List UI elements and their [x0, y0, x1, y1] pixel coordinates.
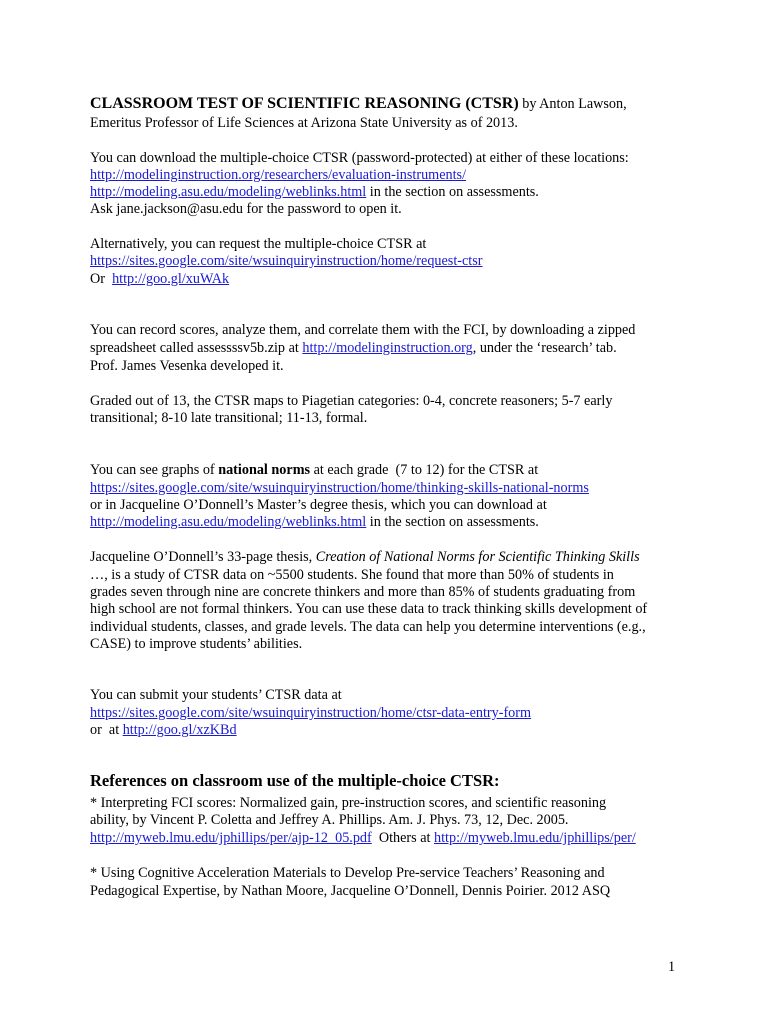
thesis-title: Creation of National Norms for Scientific Thinking Skills: [315, 549, 640, 565]
national-norms-emphasis: national norms: [218, 462, 311, 478]
reference-2-line-2: Pedagogical Expertise, by Nathan Moore, Jacqueline O’Donnell, Dennis Poirier. 2012 ASQ: [90, 883, 611, 899]
record-line-2-after: , under the ‘research’ tab.: [472, 340, 617, 356]
download-intro: You can download the multiple-choice CTSR (password-protected) at either of these locations:: [90, 150, 629, 166]
graded-line-1: Graded out of 13, the CTSR maps to Piagetian categories: 0-4, concrete reasoners; 5-7 early: [90, 393, 613, 409]
reference-1-links: [90, 829, 636, 847]
norms-line-1: [90, 461, 538, 479]
thesis-line-6: CASE) to improve students’ abilities.: [90, 636, 303, 652]
page-number: 1: [668, 959, 676, 975]
submit-short-link-line: [90, 721, 237, 739]
reference-1-others-label: Others at: [371, 830, 435, 846]
title-author: by Anton Lawson,: [518, 96, 627, 112]
submit-line-1: You can submit your students’ CTSR data at: [90, 687, 342, 703]
reference-2-line-1: * Using Cognitive Acceleration Materials to Develop Pre-service Teachers’ Reasoning and: [90, 865, 605, 881]
norms-link-line: [90, 479, 589, 497]
norms-weblinks-line: [90, 513, 539, 531]
record-line-2-before: spreadsheet called assessssv5b.zip at: [90, 340, 303, 356]
thesis-line-4: high school are not formal thinkers. You can use these data to track thinking skills development of: [90, 601, 648, 617]
graded-line-2: transitional; 8-10 late transitional; 11-13, formal.: [90, 410, 368, 426]
request-intro: Alternatively, you can request the multiple-choice CTSR at: [90, 236, 427, 252]
goo-gl-xuwak-link[interactable]: http://goo.gl/xuWAk: [112, 271, 230, 287]
record-line-3: Prof. James Vesenka developed it.: [90, 358, 284, 374]
title-bold: CLASSROOM TEST OF SCIENTIFIC REASONING (CTSR): [90, 95, 519, 112]
password-note: Ask jane.jackson@asu.edu for the password to open it.: [90, 201, 402, 217]
references-heading: References on classroom use of the multiple-choice CTSR:: [90, 771, 500, 790]
ctsr-data-entry-form-link[interactable]: https://sites.google.com/site/wsuinquiryinstruction/home/ctsr-data-entry-form: [90, 705, 532, 721]
record-line-2: [90, 339, 617, 357]
request-or-label: Or: [90, 271, 113, 287]
document-title: [90, 95, 627, 113]
evaluation-instruments-link[interactable]: http://modelinginstruction.org/researchers/evaluation-instruments/: [90, 167, 467, 183]
request-ctsr-link[interactable]: https://sites.google.com/site/wsuinquiryinstruction/home/request-ctsr: [90, 253, 483, 269]
national-norms-link[interactable]: https://sites.google.com/site/wsuinquiryinstruction/home/thinking-skills-national-norms: [90, 480, 589, 496]
thesis-line-3: grades seven through nine are concrete thinkers and more than 85% of students graduating from: [90, 584, 636, 600]
title-affiliation: Emeritus Professor of Life Sciences at Arizona State University as of 2013.: [90, 115, 518, 131]
goo-gl-xzkbd-link[interactable]: http://goo.gl/xzKBd: [122, 722, 237, 738]
download-link-modelinginstruction: [90, 166, 466, 184]
request-short-link-line: [90, 270, 229, 288]
modelinginstruction-link[interactable]: http://modelinginstruction.org: [302, 340, 473, 356]
submit-or-label: or at: [90, 722, 123, 738]
thesis-line-5: individual students, classes, and grade levels. The data can help you determine interventions (e.g.,: [90, 619, 646, 635]
thesis-line-2: …, is a study of CTSR data on ~5500 students. She found that more than 50% of students in: [90, 567, 614, 583]
download-link-line: [90, 183, 539, 201]
download-link-suffix: in the section on assessments.: [366, 184, 539, 200]
norms-line-1-after: at each grade (7 to 12) for the CTSR at: [310, 462, 539, 478]
reference-1-line-2: ability, by Vincent P. Coletta and Jeffrey A. Phillips. Am. J. Phys. 73, 12, Dec. 2005.: [90, 812, 569, 828]
thesis-line-1: [90, 548, 640, 566]
request-link-line: [90, 252, 482, 270]
phillips-per-link[interactable]: http://myweb.lmu.edu/jphillips/per/: [434, 830, 636, 846]
norms-weblinks-suffix: in the section on assessments.: [366, 514, 539, 530]
thesis-line-1-before: Jacqueline O’Donnell’s 33-page thesis,: [90, 549, 316, 565]
norms-line-3: or in Jacqueline O’Donnell’s Master’s degree thesis, which you can download at: [90, 497, 547, 513]
weblinks-link[interactable]: http://modeling.asu.edu/modeling/weblinks.html: [90, 184, 367, 200]
reference-1-line-1: * Interpreting FCI scores: Normalized gain, pre-instruction scores, and scientific reasoning: [90, 795, 607, 811]
norms-weblinks-link[interactable]: http://modeling.asu.edu/modeling/weblinks.html: [90, 514, 367, 530]
norms-line-1-before: You can see graphs of: [90, 462, 219, 478]
submit-link-line: [90, 704, 531, 722]
ajp-pdf-link[interactable]: http://myweb.lmu.edu/jphillips/per/ajp-12_05.pdf: [90, 830, 372, 846]
record-line-1: You can record scores, analyze them, and correlate them with the FCI, by downloading a zipped: [90, 322, 636, 338]
